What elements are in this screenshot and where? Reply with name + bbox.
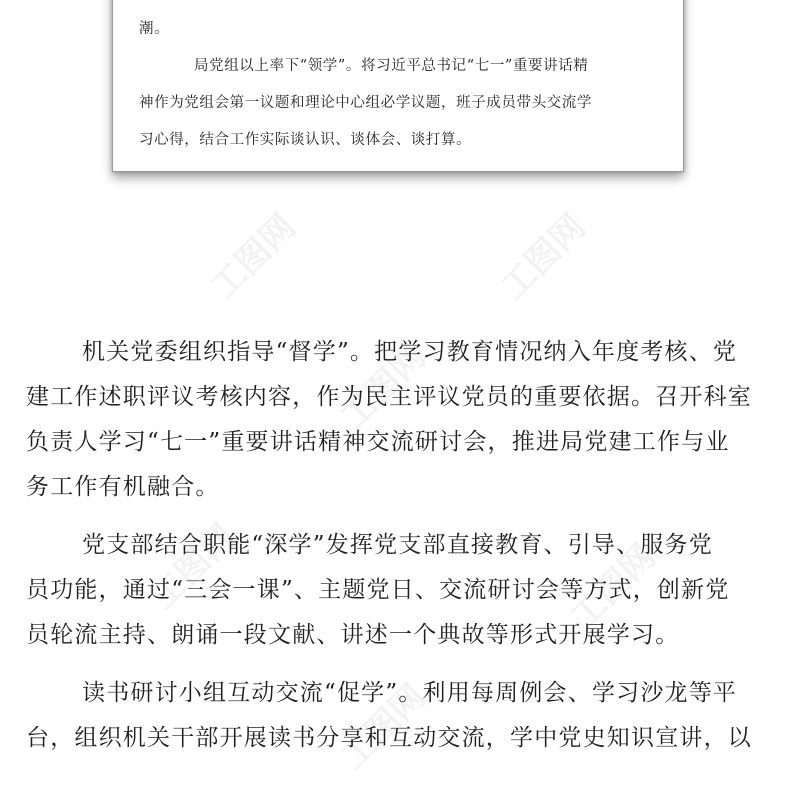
watermark: 工图网 — [493, 206, 594, 308]
text-line: 读书研讨小组互动交流“促学”。利用每周例会、学习沙龙等平 — [82, 680, 738, 706]
text-line: 党支部结合职能“深学”发挥党支部直接教育、引导、服务党 — [82, 532, 713, 558]
card-line: 潮。 — [139, 21, 170, 37]
watermark: 工图网 — [143, 516, 244, 618]
card-line: 神作为党组会第一议题和理论中心组必学议题，班子成员带头交流学 — [139, 95, 592, 111]
text-line: 员轮流主持、朗诵一段文献、讲述一个典故等形式开展学习。 — [26, 622, 680, 648]
watermark: 工图网 — [203, 206, 304, 308]
text-line: 建工作述职评议考核内容，作为民主评议党员的重要依据。召开科室 — [26, 384, 752, 410]
paragraph-gap — [26, 658, 778, 671]
text-line: 员功能，通过“三会一课”、主题党日、交流研讨会等方式，创新党 — [26, 577, 730, 603]
card-line: 局党组以上率下“领学”。将习近平总书记“七一”重要讲话精 — [194, 58, 589, 74]
paragraph-gap — [26, 510, 778, 523]
paragraph — [26, 523, 778, 658]
text-line: 务工作有机融合。 — [26, 474, 220, 500]
text-line: 负责人学习“七一”重要讲话精神交流研讨会，推进局党建工作与业 — [26, 429, 730, 455]
paragraph — [26, 671, 778, 761]
card-line: 习心得，结合工作实际谈认识、谈体会、谈打算。 — [139, 132, 472, 148]
text-line: 机关党委组织指导“督学”。把学习教育情况纳入年度考核、党 — [82, 339, 738, 365]
watermark: 工图网 — [333, 676, 434, 778]
paragraph — [26, 330, 778, 510]
watermark: 工图网 — [333, 336, 434, 438]
text-line: 台，组织机关干部开展读书分享和互动交流，学中党史知识宣讲，以 — [26, 725, 752, 751]
watermark: 工图网 — [563, 536, 664, 638]
quote-card — [112, 0, 684, 172]
main-text — [26, 330, 778, 761]
quote-card-body — [139, 0, 657, 159]
card-line — [139, 0, 657, 11]
